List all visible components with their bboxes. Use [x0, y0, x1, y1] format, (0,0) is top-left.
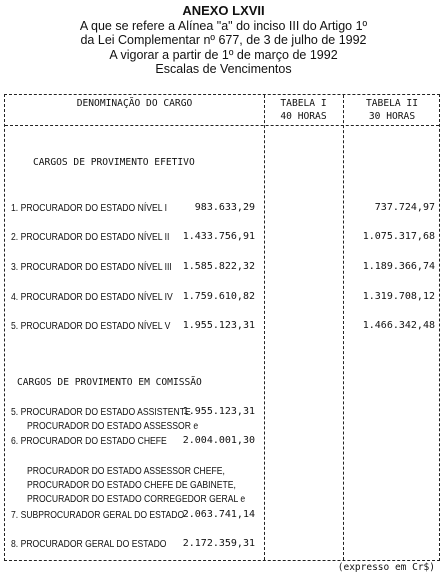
- header-line-4: Escalas de Vencimentos: [155, 62, 292, 76]
- row-label: 2. PROCURADOR DO ESTADO NÍVEL II: [11, 231, 170, 243]
- row-label: 3. PROCURADOR DO ESTADO NÍVEL III: [11, 261, 172, 273]
- table-row: [5, 290, 441, 304]
- row-value-tabela-1: 2.063.741,14: [182, 509, 255, 520]
- row-label: 6. PROCURADOR DO ESTADO CHEFE: [11, 435, 167, 447]
- currency-footnote: (expresso em Cr$): [337, 562, 435, 573]
- column-header-tabela-1-line2: 40 HORAS: [280, 111, 327, 122]
- row-label: 8. PROCURADOR GERAL DO ESTADO: [11, 538, 167, 550]
- column-header-tabela-2-line1: TABELA II: [366, 98, 418, 109]
- table-row: [5, 201, 441, 215]
- row-value-tabela-1: 1.955.123,31: [182, 320, 255, 331]
- row-value-tabela-2: 737.724,97: [374, 202, 435, 213]
- row-value-tabela-1: 983.633,29: [194, 202, 255, 213]
- row-value-tabela-2: 1.189.366,74: [362, 261, 435, 272]
- column-header-cargo: DENOMINAÇÃO DO CARGO: [76, 98, 193, 109]
- table-row: [5, 537, 441, 551]
- table-row: [5, 419, 441, 433]
- row-label: 7. SUBPROCURADOR GERAL DO ESTADO: [11, 509, 185, 521]
- header-line-2: da Lei Complementar nº 677, de 3 de julho de 1992: [80, 33, 367, 47]
- header-divider: [5, 125, 439, 126]
- table-row: [5, 260, 441, 274]
- column-header-tabela-1: [264, 97, 343, 123]
- header-line-3: A vigorar a partir de 1º de março de 1992: [109, 47, 338, 62]
- header-line-1: A que se refere a Alínea "a" do inciso III do Artigo 1º: [79, 18, 368, 33]
- row-value-tabela-1: 2.172.359,31: [182, 538, 255, 549]
- row-label: 5. PROCURADOR DO ESTADO ASSISTENTE: [11, 406, 191, 418]
- column-header-tabela-1-line1: TABELA I: [280, 98, 327, 109]
- row-value-tabela-2: 1.075.317,68: [362, 231, 435, 242]
- column-header-tabela-2-line2: 30 HORAS: [368, 111, 416, 122]
- item7-pre-line-3: PROCURADOR DO ESTADO CORREGEDOR GERAL e: [27, 493, 246, 505]
- table-row: [5, 508, 441, 522]
- section-title-efetivo: CARGOS DE PROVIMENTO EFETIVO: [33, 157, 195, 168]
- salary-table: [4, 94, 440, 561]
- row-label: PROCURADOR DO ESTADO ASSESSOR e: [27, 420, 199, 432]
- document-header: [0, 4, 447, 77]
- table-row: [5, 434, 441, 448]
- row-label: 1. PROCURADOR DO ESTADO NÍVEL I: [11, 202, 167, 214]
- item7-preceding-lines: [27, 464, 245, 506]
- row-value-tabela-1: 1.585.822,32: [182, 261, 255, 272]
- item7-pre-line-2: PROCURADOR DO ESTADO CHEFE DE GABINETE,: [27, 479, 236, 491]
- table-row: [5, 319, 441, 333]
- row-label: 4. PROCURADOR DO ESTADO NÍVEL IV: [11, 291, 173, 303]
- row-label: 5. PROCURADOR DO ESTADO NÍVEL V: [11, 320, 171, 332]
- table-row: [5, 230, 441, 244]
- row-value-tabela-2: 1.319.708,12: [362, 291, 435, 302]
- table-row: [5, 405, 441, 419]
- section-title-comissao: CARGOS DE PROVIMENTO EM COMISSÃO: [17, 377, 202, 388]
- item7-pre-line-1: PROCURADOR DO ESTADO ASSESSOR CHEFE,: [27, 465, 225, 477]
- row-value-tabela-1: 2.004.001,30: [182, 435, 255, 446]
- row-value-tabela-1: 1.759.610,82: [182, 291, 255, 302]
- row-value-tabela-1: 1.433.756,91: [182, 231, 255, 242]
- row-value-tabela-2: 1.466.342,48: [362, 320, 435, 331]
- row-value-tabela-1: 1.955.123,31: [182, 406, 255, 417]
- annex-title: ANEXO LXVII: [182, 3, 265, 18]
- column-header-tabela-2: [343, 97, 441, 123]
